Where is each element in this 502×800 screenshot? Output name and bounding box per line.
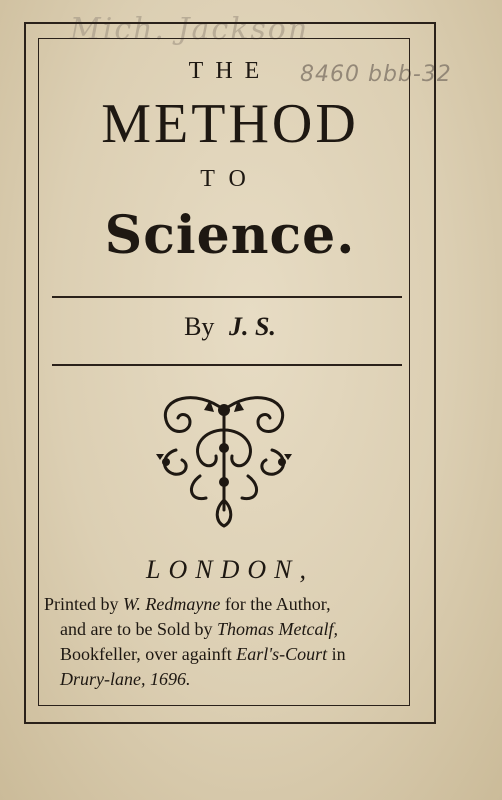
imprint-line-2: [44, 617, 414, 642]
byline-author: J. S.: [228, 312, 276, 341]
title-method: METHOD: [101, 93, 359, 155]
imprint-for-author: for the Author,: [224, 594, 331, 614]
title-science: Science.: [104, 205, 356, 266]
imprint-printed-by: Printed by: [44, 594, 119, 614]
rule-below-byline: [52, 364, 402, 366]
title-the: THE: [188, 58, 272, 84]
imprint-line-4: [44, 667, 414, 692]
imprint-in: in: [331, 644, 346, 664]
imprint-bookseller: Thomas Metcalf,: [216, 619, 338, 639]
imprint-printer: W. Redmayne: [123, 594, 221, 614]
imprint-drury-lane: Drury-lane,: [60, 669, 146, 689]
imprint-over-against: Bookfeller, over againft: [60, 644, 232, 664]
rule-above-byline: [52, 296, 402, 298]
imprint-line-1: [44, 592, 414, 617]
imprint-city: LONDON,: [146, 555, 314, 584]
library-shelfmark: 8460 bbb-32: [300, 62, 452, 87]
floral-ornament-icon: [156, 390, 292, 530]
imprint-block: [44, 592, 414, 692]
imprint-line-3: [44, 642, 414, 667]
title-to: TO: [200, 166, 260, 192]
byline-prefix: By: [184, 312, 215, 341]
imprint-earls-court: Earl's-Court: [236, 644, 328, 664]
imprint-year: 1696.: [149, 669, 191, 689]
imprint-sold-by: and are to be Sold by: [60, 619, 213, 639]
byline: [0, 312, 460, 342]
handwritten-owner-name: Mich. Jackson: [70, 12, 310, 47]
